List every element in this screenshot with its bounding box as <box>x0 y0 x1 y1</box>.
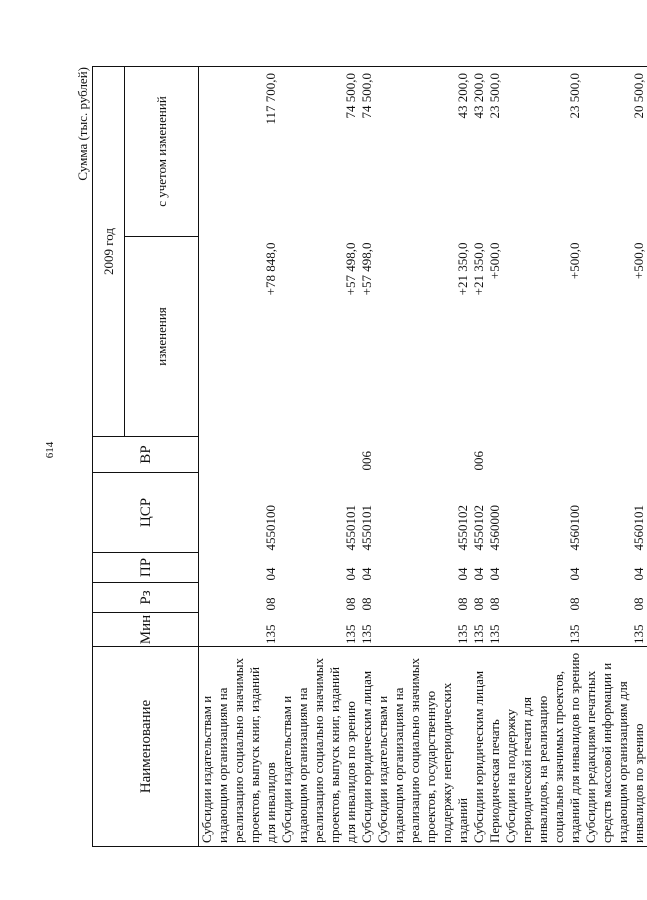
row-rz: 08 <box>263 597 278 611</box>
header-rz: Рз <box>93 583 199 613</box>
row-rz: 08 <box>471 597 486 611</box>
row-pr: 04 <box>359 567 374 581</box>
row-change: +21 350,0 <box>455 242 470 296</box>
table-row <box>583 67 647 847</box>
row-pr: 04 <box>567 567 582 581</box>
row-rz: 08 <box>343 597 358 611</box>
page-number: 614 <box>44 441 56 459</box>
row-vr: 006 <box>471 451 486 471</box>
budget-table <box>92 66 647 847</box>
row-total: 117 700,0 <box>199 67 280 237</box>
row-vr <box>583 437 647 473</box>
row-min: 135 <box>263 624 278 644</box>
row-name: Субсидии юридическим лицам <box>359 647 375 847</box>
table-row <box>359 67 375 847</box>
row-change: +500,0 <box>487 242 502 280</box>
row-vr <box>375 437 471 473</box>
header-year: 2009 год <box>93 67 125 437</box>
row-csr: 4560101 <box>631 505 646 551</box>
row-total: 23 500,0 <box>487 67 503 237</box>
row-min: 135 <box>359 624 374 644</box>
row-name: Субсидии на поддержку периодической печати для инвалидов, на реализацию социально значимых проектов, изданий для инвалидов по зрению <box>503 647 583 847</box>
row-change: +500,0 <box>567 242 582 280</box>
table-row <box>375 67 471 847</box>
row-min: 135 <box>567 624 582 644</box>
row-csr: 4550101 <box>359 505 374 551</box>
row-vr <box>199 437 280 473</box>
row-pr: 04 <box>343 567 358 581</box>
header-with-changes: с учетом изменений <box>125 67 199 237</box>
row-vr <box>279 437 359 473</box>
table-row <box>487 67 503 847</box>
row-change: +57 498,0 <box>343 242 358 296</box>
row-total: 74 500,0 <box>359 67 375 237</box>
header-changes: изменения <box>125 237 199 437</box>
row-change: +21 350,0 <box>471 242 486 296</box>
row-vr: 006 <box>359 451 374 471</box>
table-row <box>503 67 583 847</box>
table-row <box>471 67 487 847</box>
row-pr: 04 <box>455 567 470 581</box>
table-row <box>279 67 359 847</box>
row-name: Субсидии издательствам и издающим организациям на реализацию социально значимых проектов, выпуск книг, изданий для инвалидов по зрению <box>279 647 359 847</box>
row-vr <box>503 437 583 473</box>
row-change: +57 498,0 <box>359 242 374 296</box>
row-min: 135 <box>487 624 502 644</box>
row-total: 20 500,0 <box>583 67 647 237</box>
row-change: +78 848,0 <box>263 242 278 296</box>
table-row <box>199 67 280 847</box>
row-name: Субсидии юридическим лицам <box>471 647 487 847</box>
header-name: Наименование <box>93 647 199 847</box>
row-rz: 08 <box>455 597 470 611</box>
row-rz: 08 <box>631 597 646 611</box>
header-vr: ВР <box>93 437 199 473</box>
row-pr: 04 <box>631 567 646 581</box>
sum-caption: Сумма (тыс. рублей) <box>75 67 90 181</box>
row-min: 135 <box>343 624 358 644</box>
row-csr: 4560100 <box>567 505 582 551</box>
row-min: 135 <box>631 624 646 644</box>
rotated-table-page <box>60 67 646 847</box>
row-total: 43 200,0 <box>375 67 471 237</box>
row-name: Субсидии издательствам и издающим организациям на реализацию социально значимых проектов, выпуск книг, изданий для инвалидов <box>199 647 280 847</box>
row-total: 74 500,0 <box>279 67 359 237</box>
row-csr: 4560000 <box>487 505 502 551</box>
row-total: 43 200,0 <box>471 67 487 237</box>
row-name: Субсидии издательствам и издающим организациям на реализацию социально значимых проектов, государственную поддержку непериодических изданий <box>375 647 471 847</box>
row-total: 23 500,0 <box>503 67 583 237</box>
row-pr: 04 <box>263 567 278 581</box>
row-rz: 08 <box>567 597 582 611</box>
row-csr: 4550102 <box>471 505 486 551</box>
row-csr: 4550100 <box>263 505 278 551</box>
row-change: +500,0 <box>631 242 646 280</box>
header-pr: ПР <box>93 553 199 583</box>
row-pr: 04 <box>471 567 486 581</box>
row-rz: 08 <box>359 597 374 611</box>
row-vr <box>487 437 503 473</box>
row-name: Периодическая печать <box>487 647 503 847</box>
row-min: 135 <box>471 624 486 644</box>
row-csr: 4550102 <box>455 505 470 551</box>
header-csr: ЦСР <box>93 473 199 553</box>
row-name: Субсидии редакциям печатных средств массовой информации и издающим организациям для инвалидов по зрению <box>583 647 647 847</box>
row-min: 135 <box>455 624 470 644</box>
row-rz: 08 <box>487 597 502 611</box>
row-pr: 04 <box>487 567 502 581</box>
row-csr: 4550101 <box>343 505 358 551</box>
header-min: Мин <box>93 613 199 647</box>
